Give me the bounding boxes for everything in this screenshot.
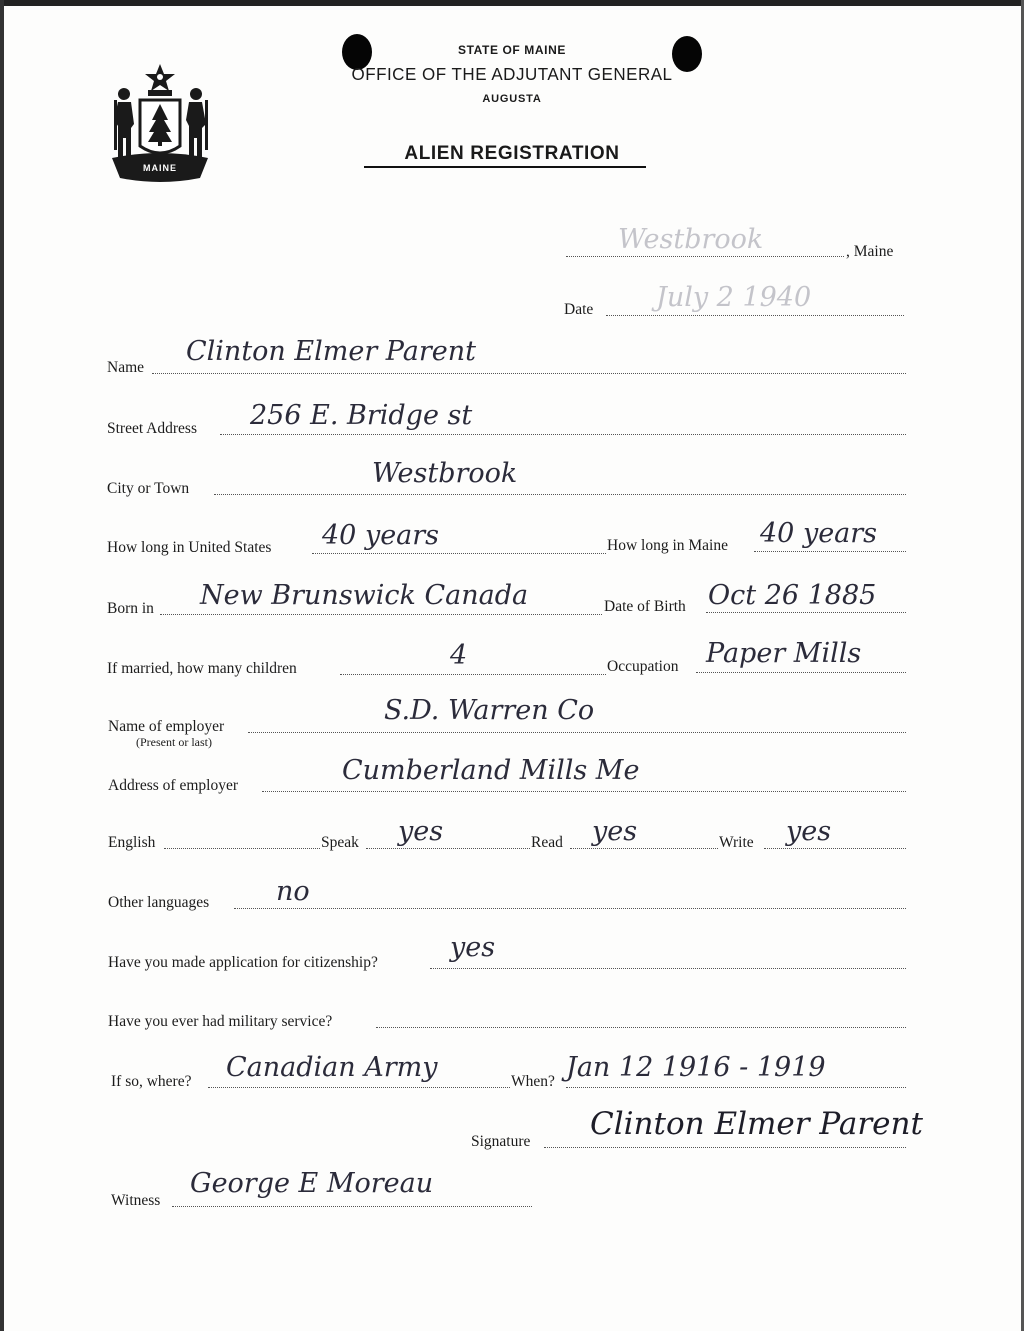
signature-value: Clinton Elmer Parent <box>590 1106 923 1142</box>
occupation-label: Occupation <box>607 658 679 675</box>
title-underline <box>364 166 646 168</box>
employer-address-value: Cumberland Mills Me <box>342 755 640 786</box>
street-value: 256 E. Bridge st <box>250 400 473 431</box>
born-line <box>160 614 602 615</box>
employer-address-label: Address of employer <box>108 777 238 794</box>
other-languages-label: Other languages <box>108 894 210 911</box>
read-label: Read <box>531 834 563 851</box>
street-line <box>220 434 906 435</box>
date-line <box>606 315 904 316</box>
other-languages-line <box>234 908 906 909</box>
dob-line <box>706 612 906 613</box>
name-value: Clinton Elmer Parent <box>186 336 476 367</box>
born-value: New Brunswick Canada <box>200 580 529 611</box>
signature-label: Signature <box>471 1133 531 1150</box>
street-label: Street Address <box>107 420 197 437</box>
header-office: OFFICE OF THE ADJUTANT GENERAL <box>351 64 673 85</box>
speak-label: Speak <box>321 834 359 851</box>
us-years-label: How long in United States <box>107 539 272 556</box>
city-value: Westbrook <box>372 458 518 489</box>
english-label: English <box>108 834 156 851</box>
date-label: Date <box>564 301 594 318</box>
name-line <box>152 373 906 374</box>
us-years-value: 40 years <box>322 520 440 551</box>
name-label: Name <box>107 359 145 376</box>
employer-sublabel: (Present or last) <box>136 735 212 749</box>
town-line <box>566 256 844 257</box>
town-value: Westbrook <box>618 224 764 255</box>
speak-value: yes <box>398 816 444 847</box>
citizenship-line <box>430 968 906 969</box>
header-state: STATE OF MAINE <box>458 43 566 57</box>
seal-text: MAINE <box>143 163 177 173</box>
us-years-line <box>312 553 606 554</box>
children-value: 4 <box>450 640 468 671</box>
date-value: July 2 1940 <box>656 282 812 313</box>
occupation-value: Paper Mills <box>706 638 862 669</box>
when-value: Jan 12 1916 - 1919 <box>566 1052 826 1083</box>
write-label: Write <box>719 834 754 851</box>
children-line <box>340 674 606 675</box>
maine-years-value: 40 years <box>760 518 878 549</box>
maine-years-line <box>754 551 906 552</box>
employer-address-line <box>262 791 906 792</box>
other-languages-value: no <box>276 876 310 907</box>
where-label: If so, where? <box>111 1073 192 1090</box>
witness-line <box>172 1206 532 1207</box>
dob-value: Oct 26 1885 <box>708 580 877 611</box>
occupation-line <box>696 672 906 673</box>
citizenship-value: yes <box>450 932 496 963</box>
where-value: Canadian Army <box>226 1052 438 1083</box>
when-label: When? <box>511 1073 555 1090</box>
form-title: ALIEN REGISTRATION <box>404 143 620 164</box>
scan-border-left <box>0 0 4 1331</box>
dob-label: Date of Birth <box>604 598 686 615</box>
citizenship-label: Have you made application for citizenship? <box>108 954 378 971</box>
header-city: AUGUSTA <box>482 93 542 105</box>
employer-line <box>248 732 906 733</box>
military-label: Have you ever had military service? <box>108 1013 333 1030</box>
born-label: Born in <box>107 600 154 617</box>
write-value: yes <box>786 816 832 847</box>
witness-label: Witness <box>111 1192 161 1209</box>
maine-years-label: How long in Maine <box>607 537 728 554</box>
employer-value: S.D. Warren Co <box>384 695 595 726</box>
speak-line <box>366 848 530 849</box>
signature-line <box>544 1147 906 1148</box>
english-line <box>164 848 320 849</box>
maine-label: , Maine <box>846 243 894 260</box>
employer-label: Name of employer <box>108 718 225 735</box>
witness-value: George E Moreau <box>190 1168 434 1199</box>
military-line <box>376 1027 906 1028</box>
read-line <box>570 848 718 849</box>
read-value: yes <box>592 816 638 847</box>
children-label: If married, how many children <box>107 660 297 677</box>
write-line <box>764 848 906 849</box>
city-label: City or Town <box>107 480 190 497</box>
where-line <box>208 1087 510 1088</box>
scan-border-top <box>0 0 1024 6</box>
city-line <box>214 494 906 495</box>
when-line <box>566 1087 906 1088</box>
